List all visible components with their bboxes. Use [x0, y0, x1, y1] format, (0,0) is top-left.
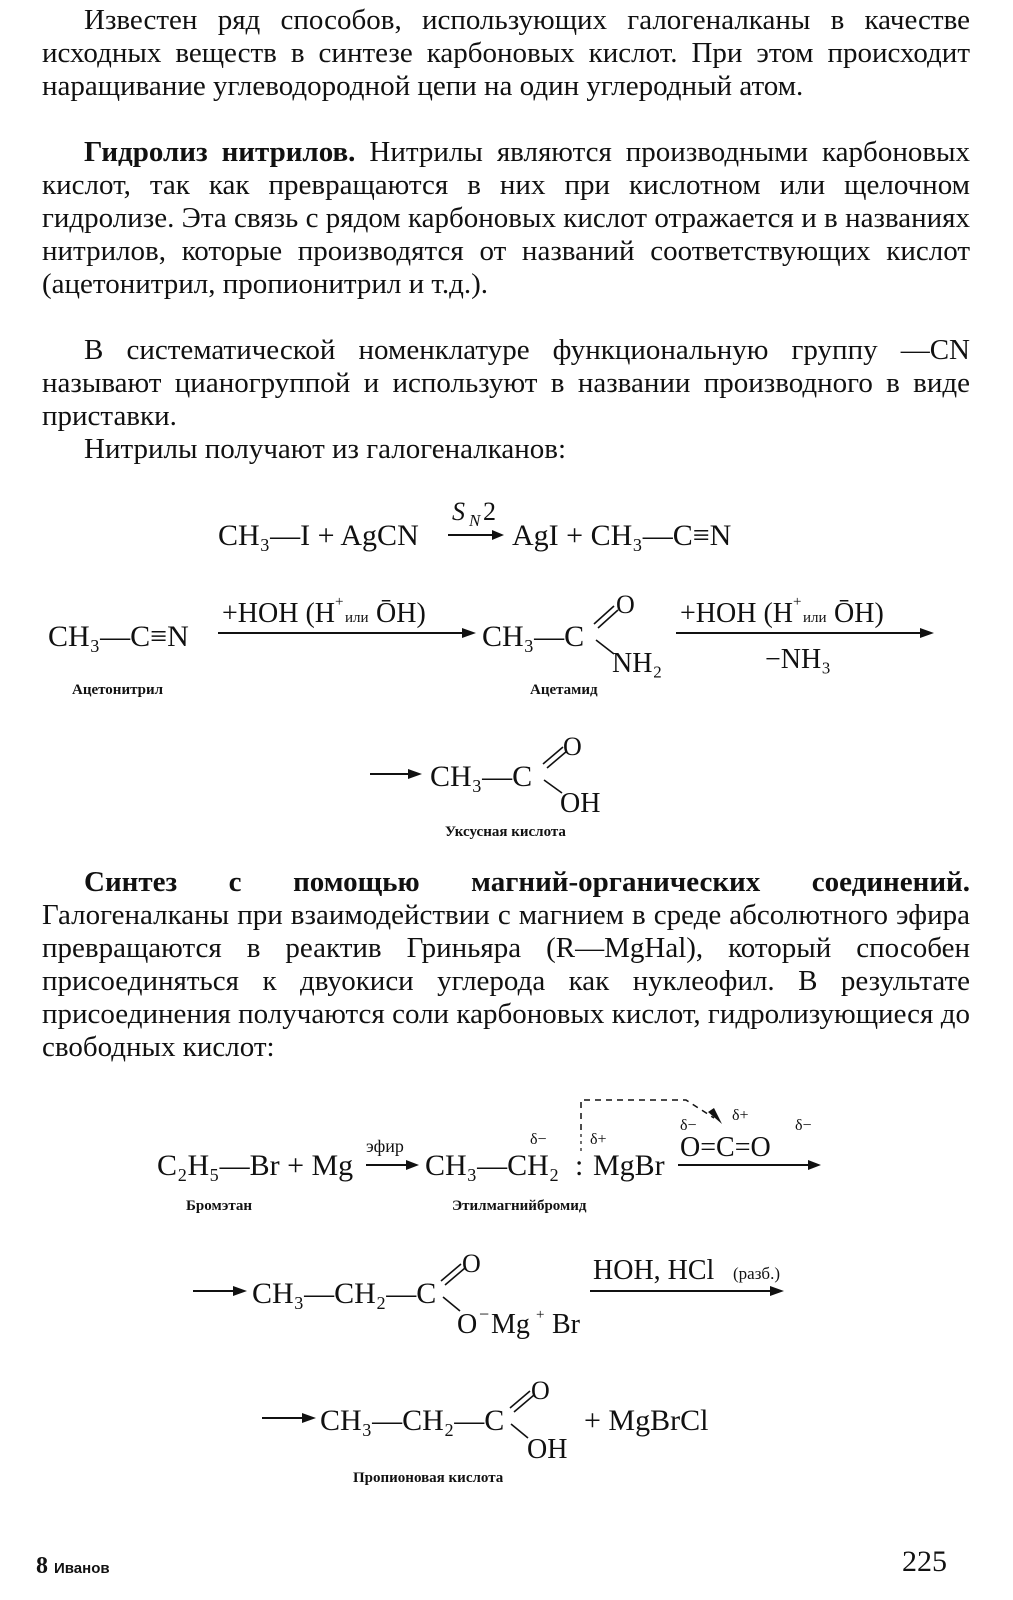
- paragraph-nitrile-text: Нитрилы являются производными карбоновых кислот, так как превращаются в них при кислотном или щелочном гидролизе. Эта связь с рядом карбоновых кислот отражается и в названиях нитрилов, которые производятся от названий соответствующих кислот (ацетонитрил, пропионитрил и т.д.).: [42, 136, 971, 300]
- grignard-reactants: C₂H₅—Br + Mg: [157, 1149, 354, 1182]
- mgbrcl-byproduct: + MgBrCl: [584, 1404, 709, 1437]
- co2-arrow-head: [808, 1160, 821, 1170]
- propionic-acid-formula: CH₃—CH₂—C: [320, 1404, 505, 1437]
- hydrolysis-condition-dilute: (разб.): [733, 1264, 780, 1283]
- salt-minus: −: [479, 1304, 490, 1324]
- paragraph-nitrile-source: [42, 433, 970, 466]
- caption-acetonitrile: Ацетонитрил: [72, 682, 164, 698]
- reaction1-condition-2: 2: [483, 497, 496, 526]
- reaction1-condition-s: S: [452, 497, 465, 526]
- signature-author: Иванов: [54, 1560, 110, 1577]
- salt-plus: +: [536, 1307, 545, 1323]
- arrow1-ili: или: [345, 610, 369, 626]
- product-acetic-acid: [0, 730, 1013, 845]
- section-heading-nitrile-hydrolysis: Гидролиз нитрилов.: [84, 136, 356, 168]
- grignard-delta-plus: δ+: [590, 1131, 607, 1148]
- reaction-methyl-iodide: [0, 490, 1013, 560]
- acetamide-formula: CH₃—C: [482, 620, 585, 653]
- paragraph-grignard-text: Галогеналканы при взаимодействии с магнием в среде абсолютного эфира превращаются в реактив Гриньяра (R—MgHal), который способен присоединяться к двуокиси углерода как нуклеофил. В результате присоединения получаются соли карбоновых кислот, гидролизующиеся до свободных кислот:: [42, 899, 970, 1063]
- section-heading-grignard: Синтез с помощью магний-органических соединений.: [84, 866, 970, 898]
- paragraph-nomenclature: [42, 334, 970, 433]
- grignard-mgbr: MgBr: [593, 1149, 665, 1182]
- co2-delta-1: δ−: [680, 1117, 697, 1134]
- grignard-alkyl: CH₃—CH₂: [425, 1149, 560, 1182]
- reaction1-condition-n: N: [469, 511, 481, 530]
- acetic-acid-oh: OH: [560, 788, 601, 819]
- caption-bromoethane: Бромэтан: [186, 1198, 253, 1214]
- salt-oxygen: O: [462, 1249, 481, 1278]
- propionic-acid-oh: OH: [527, 1434, 568, 1465]
- reaction-grignard: [0, 1090, 1013, 1220]
- reaction1-products: AgI + CH₃—C≡N: [512, 519, 732, 552]
- arrow1-oh: ŌH): [376, 598, 426, 629]
- electron-shift-arrow-head: [708, 1108, 722, 1124]
- arrow2-bottom-condition: −NH₃: [765, 644, 831, 675]
- salt-mg: Mg: [491, 1309, 530, 1340]
- caption-acetic-acid: Уксусная кислота: [445, 824, 566, 840]
- paragraph-intro-text: Известен ряд способов, использующих галогеналканы в качестве исходных веществ в синтезе карбоновых кислот. При этом происходит наращивание углеводородной цепи на один углеродный атом.: [42, 4, 970, 102]
- acetamide-oxygen: O: [616, 590, 635, 619]
- caption-ethylmagnesium-bromide: Этилмагнийбромид: [452, 1198, 587, 1214]
- acetonitrile-formula: CH₃—C≡N: [48, 620, 189, 653]
- arrow1-head: [462, 628, 476, 638]
- propionic-acid-oxygen: O: [531, 1376, 550, 1405]
- product-propionic-acid: [0, 1370, 1013, 1490]
- arrow2-condition: +HOH (H: [680, 598, 793, 629]
- signature-number: 8: [36, 1553, 48, 1579]
- acetamide-nh2: NH₂: [612, 648, 663, 679]
- arrow2-oh: ŌH): [834, 598, 884, 629]
- caption-propionic-acid: Пропионовая кислота: [353, 1470, 504, 1486]
- paragraph-intro: [42, 4, 970, 103]
- reaction-nitrile-hydrolysis: [0, 580, 1013, 700]
- paragraph-nomenclature-text: В систематической номенклатуре функциональную группу —CN называют цианогруппой и используют в названии производного в виде приставки.: [42, 334, 970, 432]
- grignard-colon: :: [575, 1149, 584, 1182]
- grignard-condition-ether: эфир: [366, 1136, 404, 1156]
- co2-formula: O=C=O: [680, 1132, 771, 1163]
- arrow2-head: [920, 628, 934, 638]
- co2-delta-3: δ−: [795, 1117, 812, 1134]
- paragraph-nitrile-source-text: Нитрилы получают из галогеналканов:: [84, 433, 566, 465]
- grignard-delta-minus: δ−: [530, 1131, 547, 1148]
- arrow1-plus: +: [335, 594, 344, 610]
- salt-o-mg: O: [457, 1309, 478, 1340]
- arrow2-ili: или: [803, 610, 827, 626]
- arrow1-condition: +HOH (H: [222, 598, 335, 629]
- arrow2-plus: +: [793, 594, 802, 610]
- hydrolysis-condition: HOH, HCl: [593, 1255, 715, 1286]
- salt-br: Br: [552, 1309, 580, 1340]
- acetic-acid-oxygen: O: [563, 732, 582, 761]
- acetic-acid-formula: CH₃—C: [430, 760, 533, 793]
- footer-signature: [36, 1553, 110, 1580]
- paragraph-grignard: [42, 866, 970, 1064]
- paragraph-nitrile-hydrolysis: [42, 136, 970, 301]
- salt-formula: CH₃—CH₂—C: [252, 1277, 437, 1310]
- acetic-arrow-head: [408, 769, 422, 779]
- reaction-salt-hydrolysis: [0, 1245, 1013, 1345]
- reaction1-arrow-head: [492, 530, 504, 540]
- reaction1-reactants: CH₃—I + AgCN: [218, 519, 419, 552]
- co2-delta-2: δ+: [732, 1107, 749, 1124]
- page-number: 225: [902, 1545, 947, 1578]
- caption-acetamide: Ацетамид: [530, 682, 598, 698]
